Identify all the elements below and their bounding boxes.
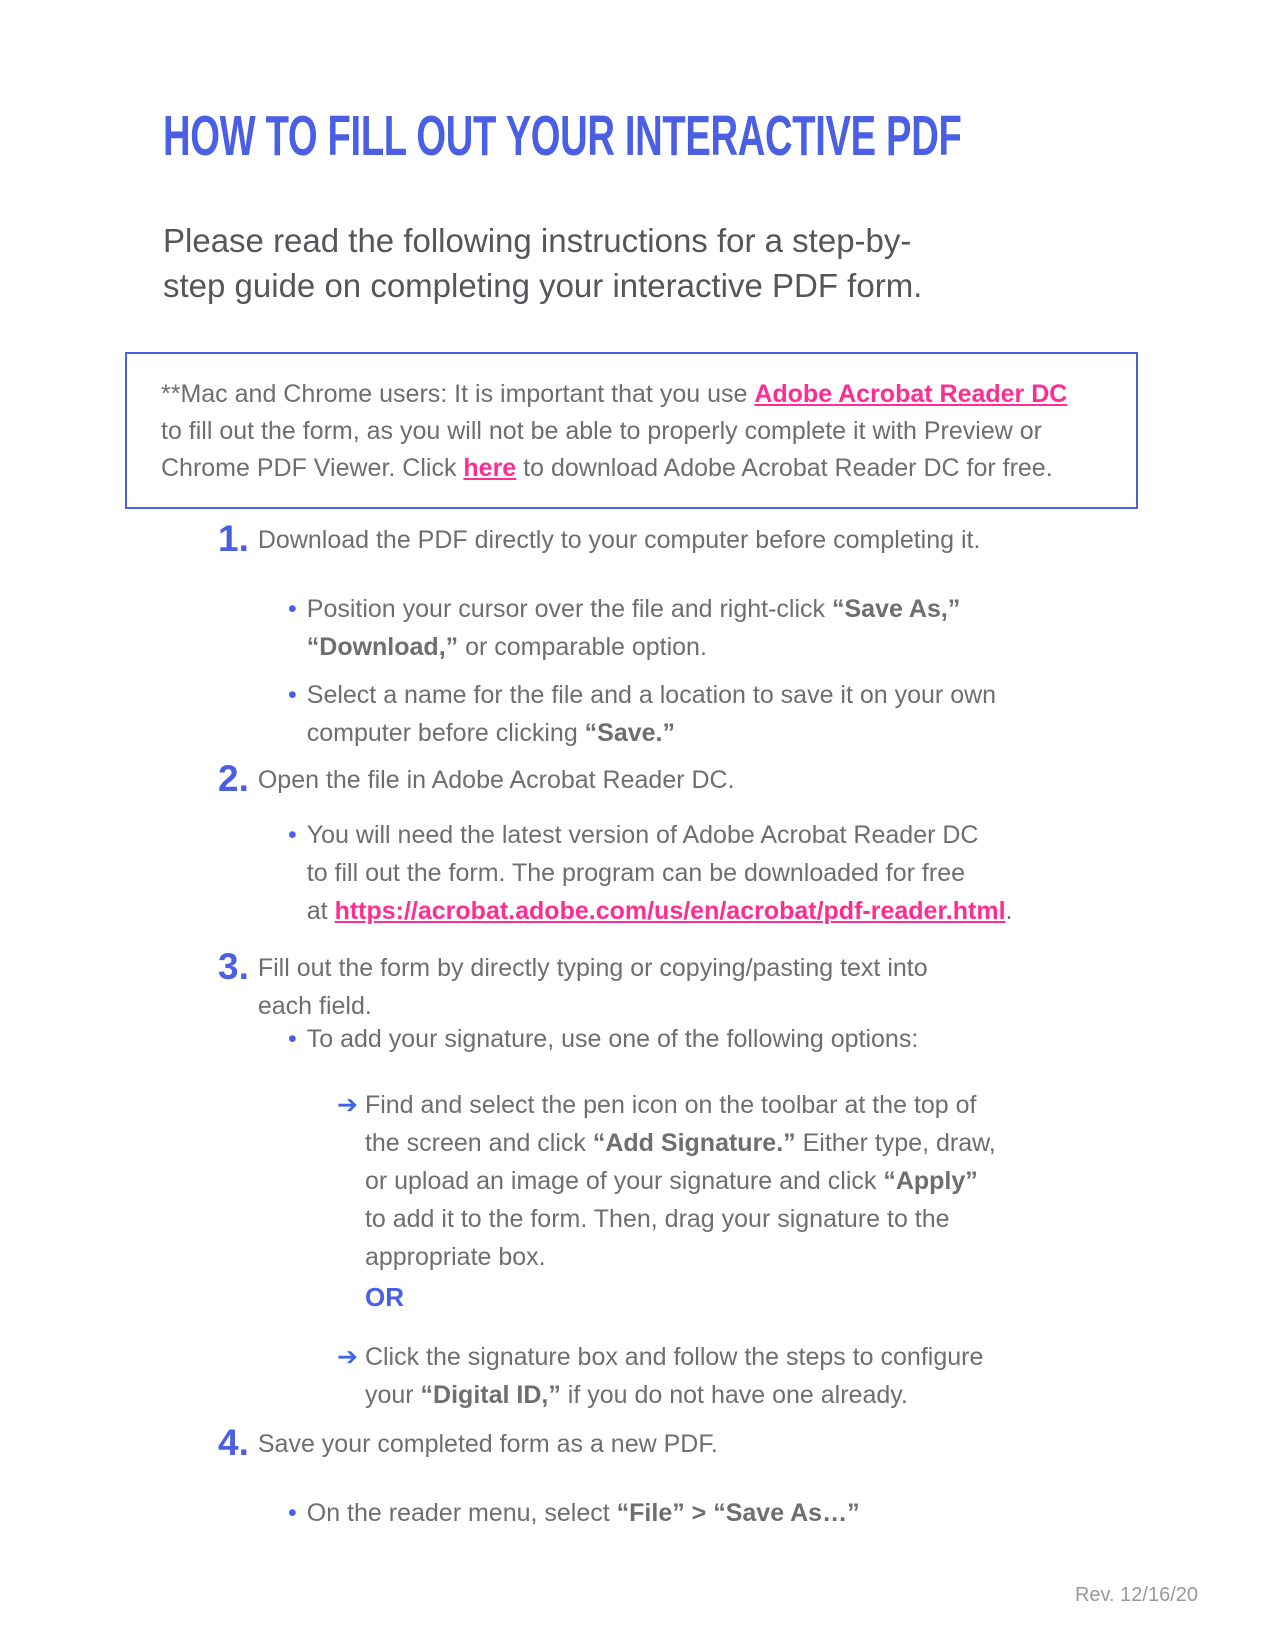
text-segment: “Digital ID,” — [420, 1381, 561, 1409]
bullet-text — [307, 1494, 860, 1532]
text-segment: computer before clicking — [306, 719, 585, 747]
text-segment: Chrome PDF Viewer. Click — [161, 454, 464, 482]
text-segment: at — [306, 897, 335, 925]
text-segment: to fill out the form. The program can be downloaded for free — [306, 859, 966, 887]
text-segment: Click the signature box and follow the steps to configure — [364, 1343, 984, 1371]
arrow-item-text — [365, 1338, 983, 1414]
bullet-icon: • — [288, 1025, 297, 1053]
text-segment: Position your cursor over the file and right-click — [306, 595, 832, 623]
arrow-icon: ➔ — [337, 1091, 358, 1119]
arrow-icon: ➔ — [337, 1343, 358, 1371]
step-2-bullet-1 — [288, 816, 1012, 930]
intro-text — [163, 218, 922, 308]
text-segment: “Save As,” — [832, 595, 961, 623]
signature-option-2 — [337, 1338, 983, 1414]
notice-box — [125, 352, 1138, 509]
text-segment: Save your completed form as a new PDF. — [257, 1430, 718, 1458]
text-segment: “Add Signature.” — [592, 1129, 796, 1157]
text-segment: Download the PDF directly to your computer before completing it. — [257, 526, 981, 554]
text-segment: Either type, draw, — [795, 1129, 996, 1157]
text-segment: to add it to the form. Then, drag your signature to the — [364, 1205, 950, 1233]
page-title: HOW TO FILL OUT YOUR INTERACTIVE PDF — [163, 104, 962, 168]
step-3 — [218, 948, 928, 1025]
text-segment: to download Adobe Acrobat Reader DC for free. — [516, 454, 1053, 482]
bullet-icon: • — [288, 595, 297, 623]
text-segment: Open the file in Adobe Acrobat Reader DC. — [257, 766, 735, 794]
text-segment: if you do not have one already. — [560, 1381, 908, 1409]
text-segment: your — [364, 1381, 421, 1409]
step-1-text — [258, 520, 981, 559]
step-1 — [218, 520, 980, 559]
text-segment: each field. — [257, 992, 372, 1020]
bullet-text — [307, 676, 996, 752]
step-3-text — [258, 948, 928, 1025]
pdf-reader-url-link[interactable]: https://acrobat.adobe.com/us/en/acrobat/pdf-reader.html — [334, 897, 1006, 925]
revision-date: Rev. 12/16/20 — [1074, 1584, 1198, 1606]
text-segment: Fill out the form by directly typing or copying/pasting text into — [257, 954, 928, 982]
step-2-number: 2. — [218, 758, 249, 799]
step-2-text — [258, 760, 735, 799]
text-segment: “Download,” — [306, 633, 459, 661]
step-1-bullet-2 — [288, 676, 996, 752]
download-here-link[interactable]: here — [463, 454, 517, 482]
step-2 — [218, 760, 735, 799]
or-divider: OR — [365, 1282, 404, 1312]
text-segment: to fill out the form, as you will not be able to properly complete it with Preview or — [161, 417, 1042, 445]
step-4-number: 4. — [218, 1422, 249, 1463]
text-segment: . — [1005, 897, 1013, 925]
bullet-text — [307, 590, 961, 666]
text-segment: Please read the following instructions for a step-by- — [163, 222, 912, 259]
step-3-bullet-1 — [288, 1020, 918, 1058]
adobe-acrobat-reader-link[interactable]: Adobe Acrobat Reader DC — [754, 380, 1068, 408]
bullet-icon: • — [288, 821, 297, 849]
step-1-number: 1. — [218, 518, 249, 559]
signature-option-1 — [337, 1086, 996, 1276]
text-segment: To add your signature, use one of the following options: — [306, 1025, 919, 1053]
bullet-icon: • — [288, 681, 297, 709]
text-segment: Find and select the pen icon on the toolbar at the top of — [364, 1091, 977, 1119]
text-segment: or upload an image of your signature and click — [364, 1167, 884, 1195]
text-segment: “File” > “Save As…” — [616, 1499, 860, 1527]
bullet-text — [307, 1020, 919, 1058]
text-segment: step guide on completing your interactive PDF form. — [163, 267, 923, 304]
step-4-text — [258, 1424, 718, 1463]
text-segment: On the reader menu, select — [306, 1499, 617, 1527]
step-3-number: 3. — [218, 946, 249, 987]
arrow-item-text — [365, 1086, 996, 1276]
text-segment: the screen and click — [364, 1129, 593, 1157]
bullet-text — [307, 816, 1013, 930]
notice-text — [161, 376, 1104, 487]
step-4 — [218, 1424, 718, 1463]
text-segment: appropriate box. — [364, 1243, 546, 1271]
text-segment: Select a name for the file and a location to save it on your own — [306, 681, 997, 709]
text-segment: or comparable option. — [458, 633, 707, 661]
text-segment: “Save.” — [584, 719, 676, 747]
bullet-icon: • — [288, 1499, 297, 1527]
step-1-bullet-1 — [288, 590, 960, 666]
text-segment: “Apply” — [883, 1167, 978, 1195]
text-segment: **Mac and Chrome users: It is important that you use — [161, 380, 755, 408]
text-segment: You will need the latest version of Adobe Acrobat Reader DC — [306, 821, 979, 849]
step-4-bullet-1 — [288, 1494, 860, 1532]
